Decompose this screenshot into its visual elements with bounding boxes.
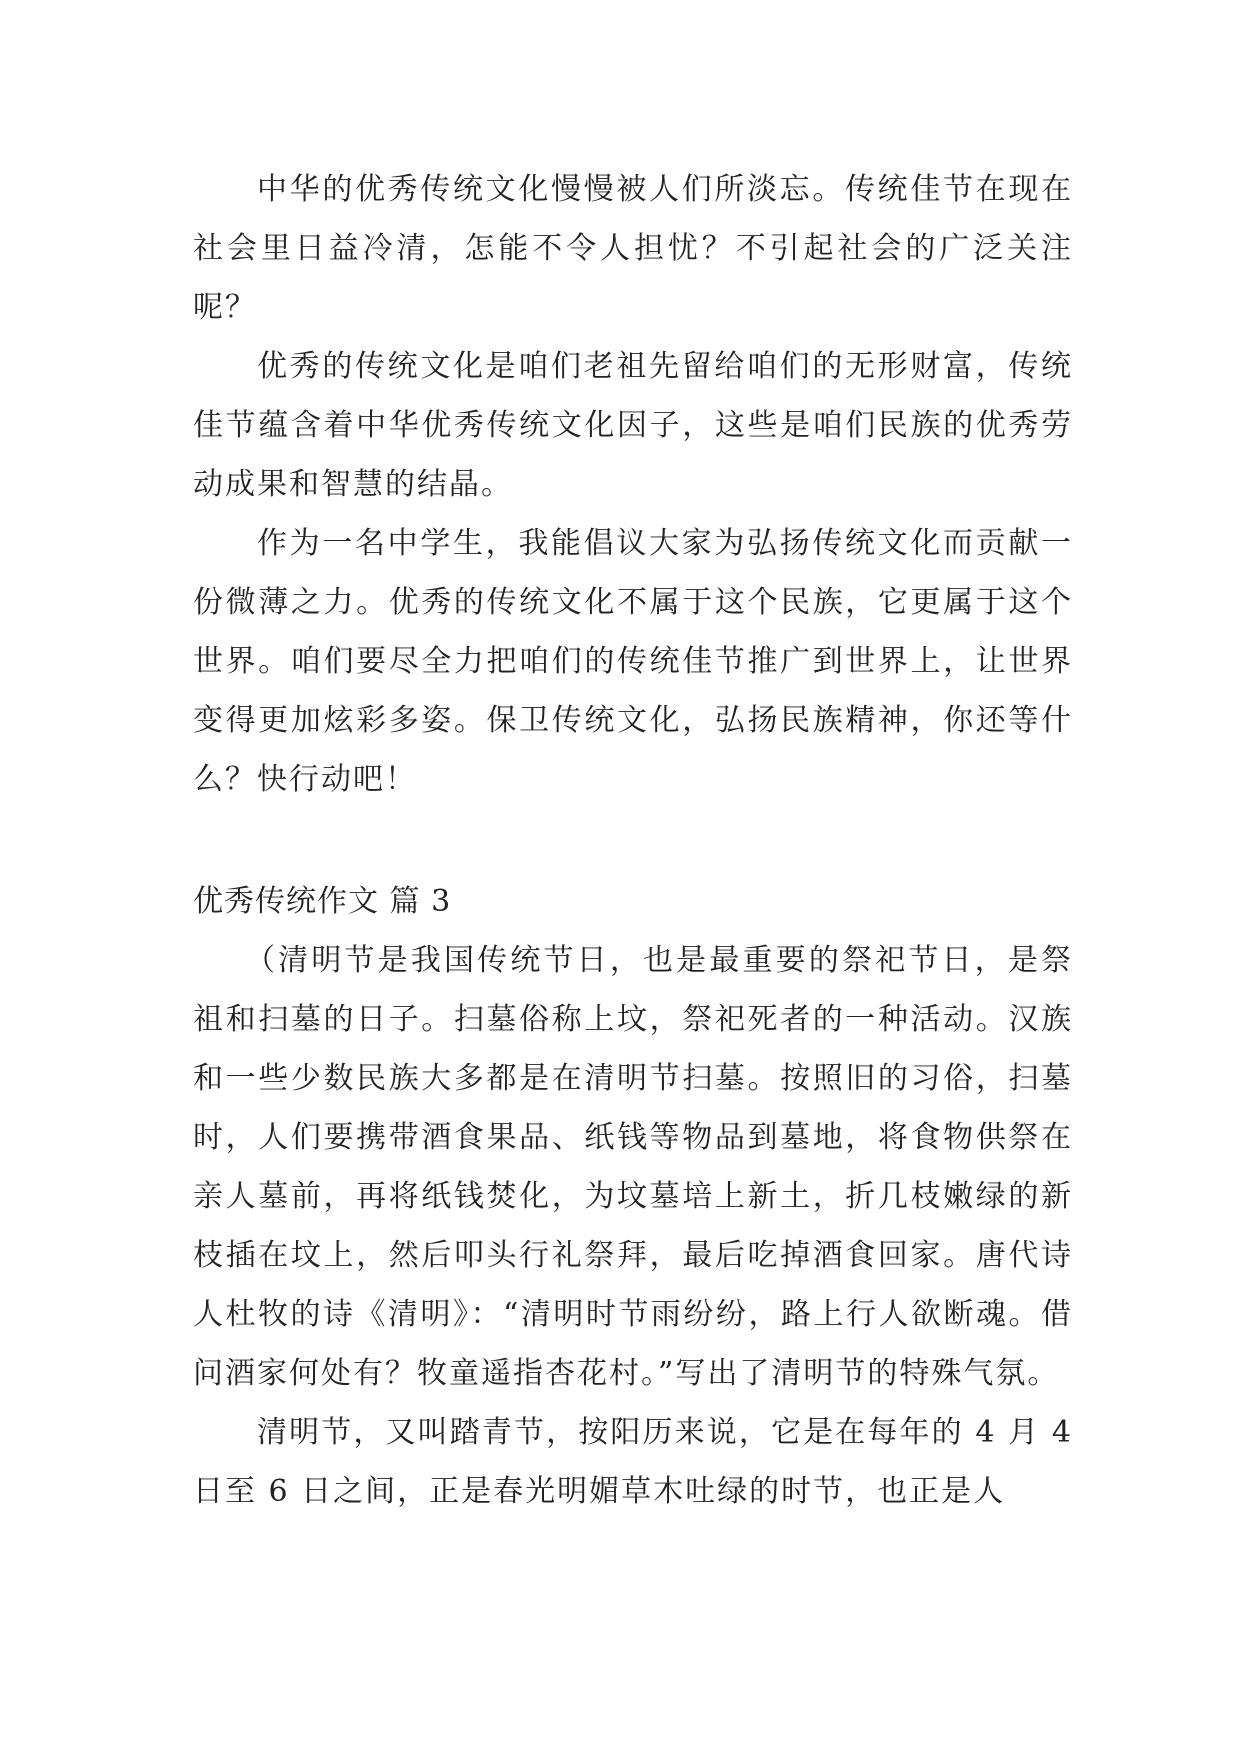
paragraph-call-to-action: 作为一名中学生，我能倡议大家为弘扬传统文化而贡献一份微薄之力。优秀的传统文化不属于这个民族，它更属于这个世界。咱们要尽全力把咱们的传统佳节推广到世界上，让世界变得更加炫彩多姿。保卫传统文化，弘扬民族精神，你还等什么？快行动吧！ bbox=[193, 526, 1073, 797]
paragraph-qingming-date: 清明节，又叫踏青节，按阳历来说，它是在每年的 4 月 4 日至 6 日之间，正是春光明媚草木吐绿的时节，也正是人 bbox=[193, 1415, 1073, 1509]
document-page bbox=[193, 160, 1073, 1521]
section-heading: 优秀传统作文 篇 3 bbox=[193, 884, 452, 919]
paragraph-neglect: 中华的优秀传统文化慢慢被人们所淡忘。传统佳节在现在社会里日益冷清，怎能不令人担忧？不引起社会的广泛关注呢？ bbox=[193, 172, 1073, 325]
paragraph-heritage: 优秀的传统文化是咱们老祖先留给咱们的无形财富，传统佳节蕴含着中华优秀传统文化因子，这些是咱们民族的优秀劳动成果和智慧的结晶。 bbox=[193, 349, 1073, 502]
paragraph-qingming-intro: （清明节是我国传统节日，也是最重要的祭祀节日，是祭祖和扫墓的日子。扫墓俗称上坟，祭祀死者的一种活动。汉族和一些少数民族大多都是在清明节扫墓。按照旧的习俗，扫墓时，人们要携带酒食果品、纸钱等物品到墓地，将食物供祭在亲人墓前，再将纸钱焚化，为坟墓培上新土，折几枝嫩绿的新枝插在坟上，然后叩头行礼祭拜，最后吃掉酒食回家。唐代诗人杜牧的诗《清明》：“清明时节雨纷纷，路上行人欲断魂。借问酒家何处有？牧童遥指杏花村。”写出了清明节的特殊气氛。 bbox=[193, 943, 1073, 1391]
